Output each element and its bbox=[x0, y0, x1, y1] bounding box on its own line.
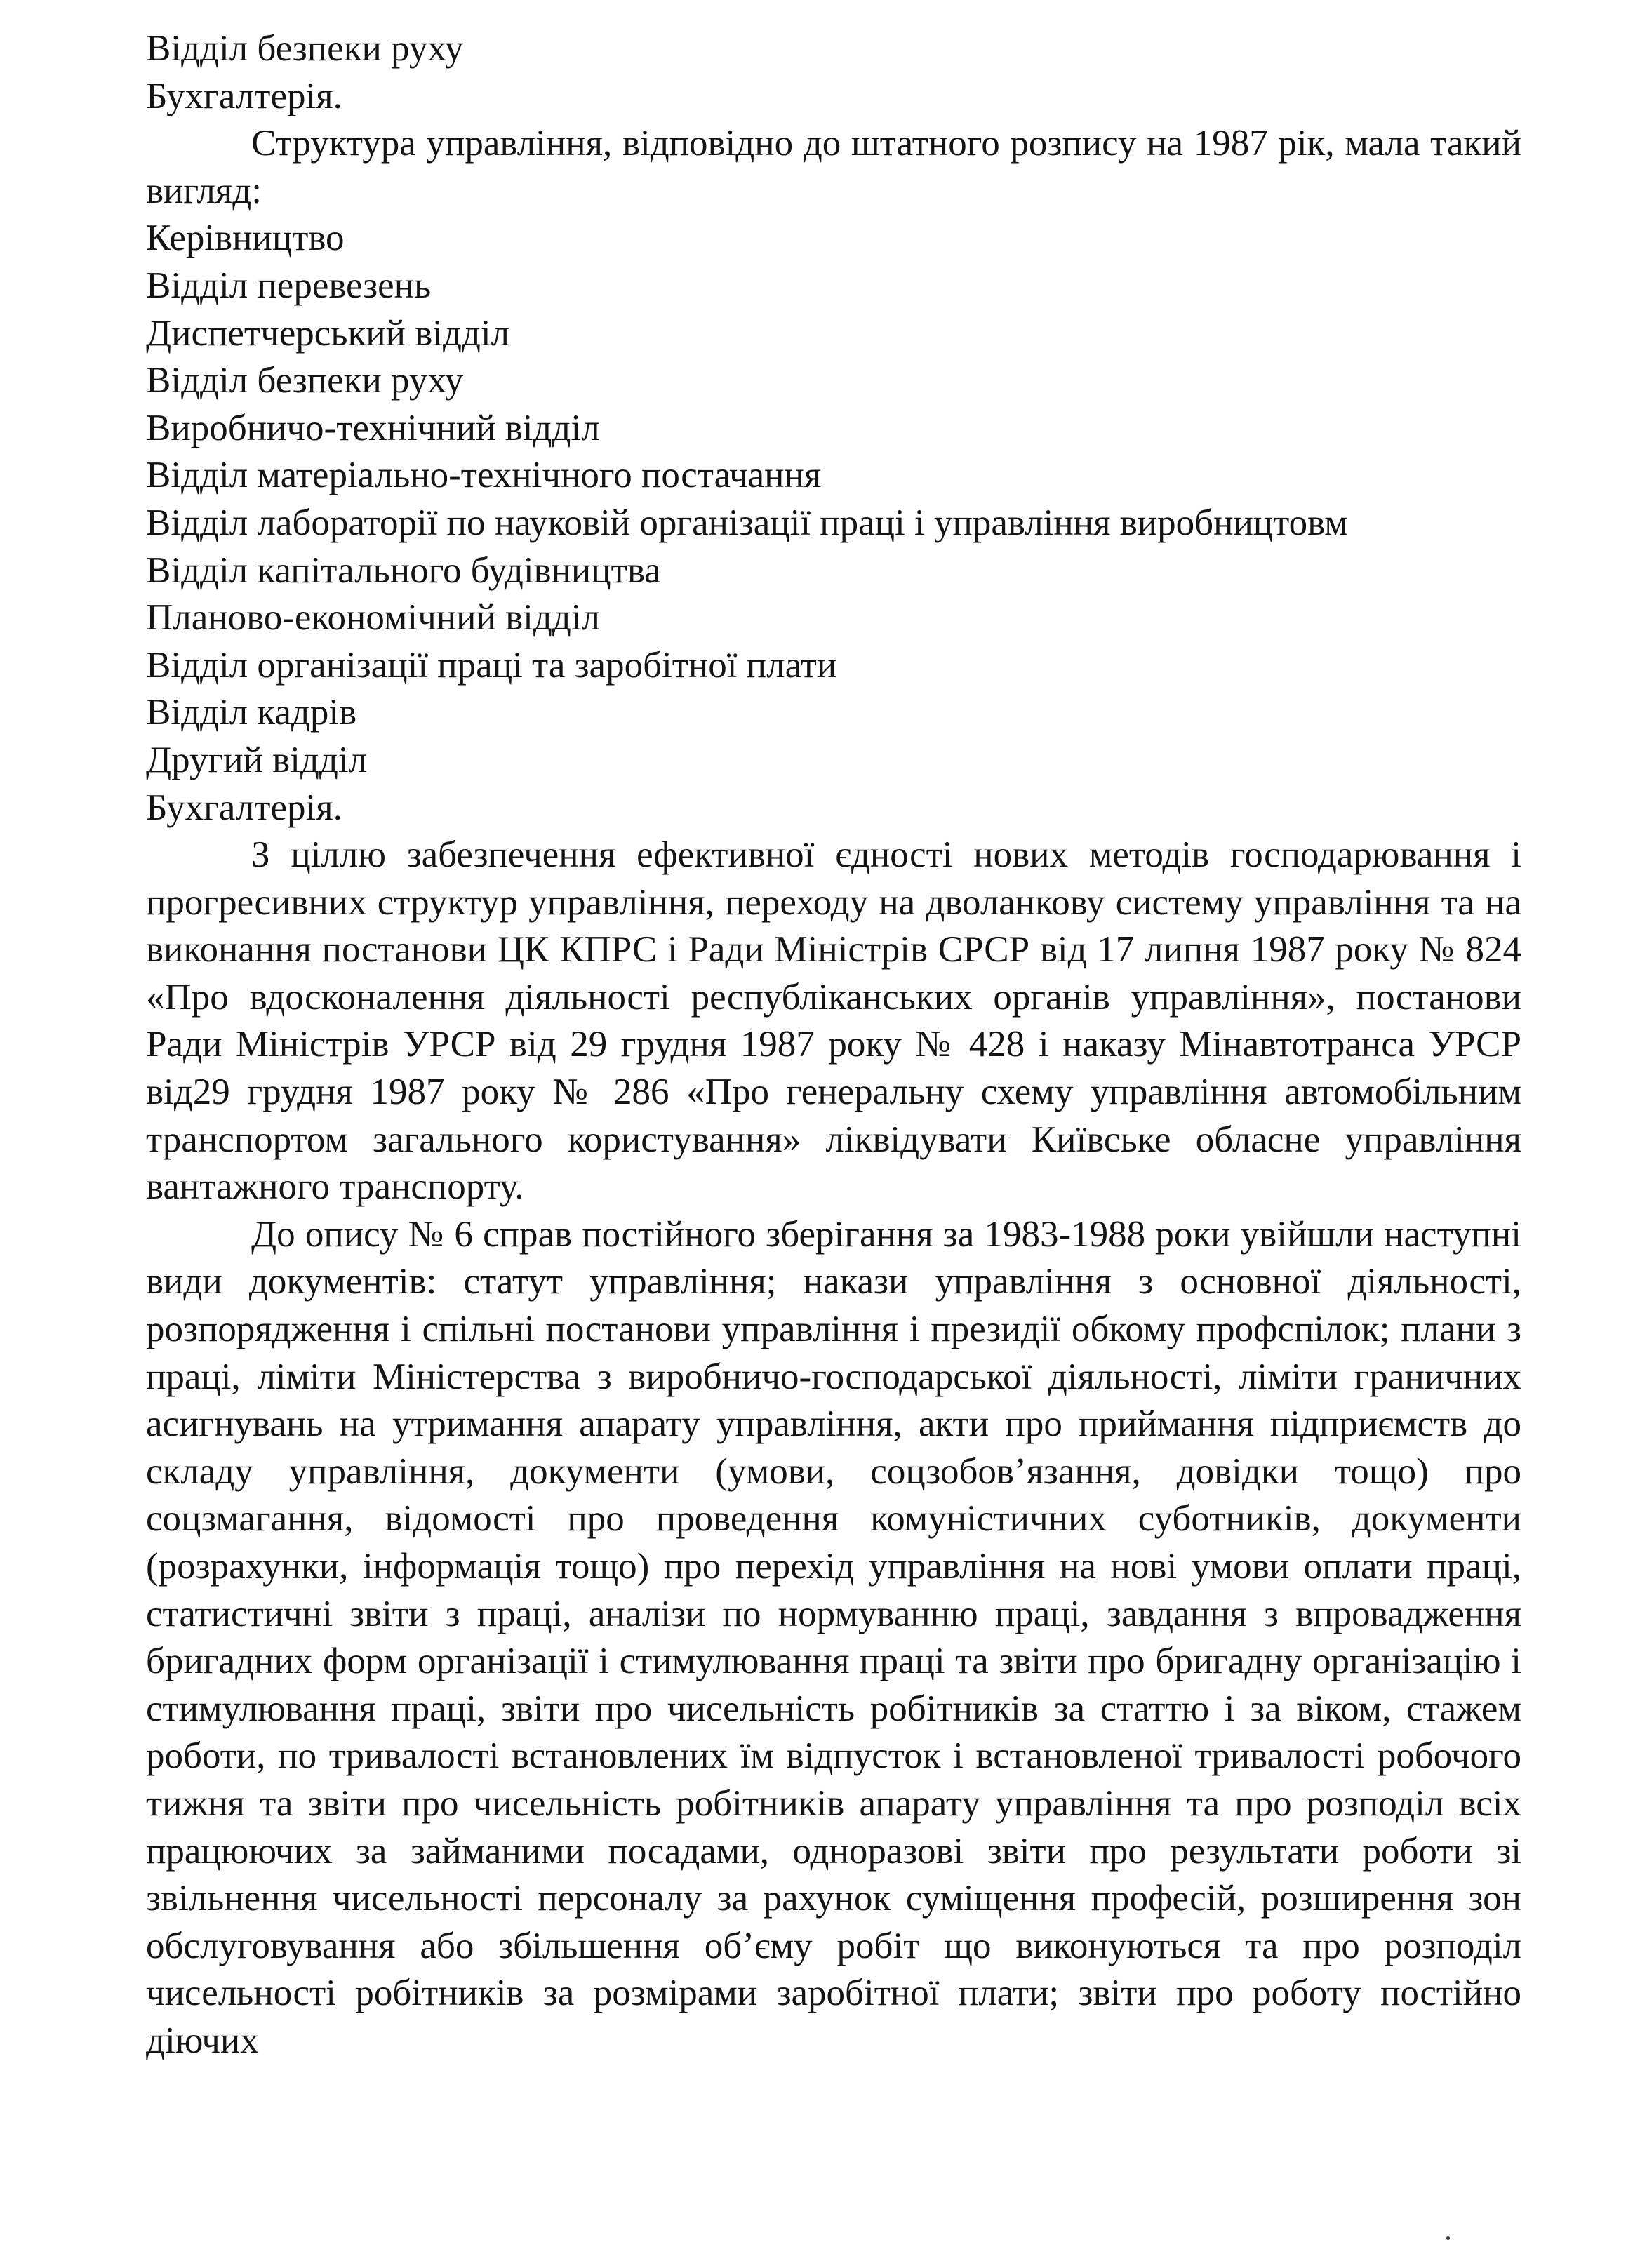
structure-item-second-department: Другий відділ bbox=[146, 739, 368, 780]
paragraph-liquidation: З ціллю забезпечення ефективної єдності нових методів господарювання і прогресивних структур управління, переходу на дволанкову систему управління та на виконання постанови ЦК КПРС і Ради Міністрів СРСР від 17 липня 1987 року № 824 «Про вдосконалення діяльності республіканських органів управління», постанови Ради Міністрів УРСР від 29 грудня 1987 року № 428 і наказу Мінавтотранса УРСР від29 грудня 1987 року № 286 «Про генеральну схему управління автомобільним транспортом загального користування» ліквідувати Київське обласне управління вантажного транспорту. bbox=[146, 834, 1521, 1208]
structure-item-planning-economic: Планово-економічний відділ bbox=[146, 597, 600, 639]
structure-item-leadership: Керівництво bbox=[146, 218, 345, 259]
paragraph-inventory: До опису № 6 справ постійного зберігання за 1983-1988 роки увійшли наступні види документів: статут управління; накази управління з основної діяльності, розпорядження і спільні постанови управління і президії обкому профспілок; плани з праці, ліміти Міністерства з виробничо-господарської діяльності, ліміти граничних асигнувань на утримання апарату управління, акти про приймання підприємств до складу управління, документи (умови, соцзобов’язання, довідки тощо) про соцзмагання, відомості про проведення комуністичних суботників, документи (розрахунки, інформація тощо) про перехід управління на нові умови оплати праці, статистичні звіти з праці, аналізи по нормуванню праці, завдання з впровадження бригадних форм організації і стимулювання праці та звіти про бригадну організацію і стимулювання праці, звіти про чисельність робітників за статтю і за віком, стажем роботи, по тривалості встановлених їм відпусток і встановленої тривалості робочого тижня та звіти про чисельність робітників апарату управління та про розподіл всіх працюючих за займаними посадами, одноразові звіти про результати роботи зі звільнення чисельності персоналу за рахунок суміщення професій, розширення зон обслуговування або збільшення об’єму робіт що виконуються та про розподіл чисельності робітників за розмірами заробітної плати; звіти про роботу постійно діючих bbox=[146, 1213, 1521, 2061]
structure-item-construction: Відділ капітального будівництва bbox=[146, 549, 661, 591]
document-body bbox=[146, 25, 1521, 2065]
structure-item-laboratory: Відділ лабораторії по науковій організації праці і управління виробництовм bbox=[146, 502, 1348, 543]
list-item: Відділ безпеки руху bbox=[146, 28, 464, 69]
structure-item-supply: Відділ матеріально-технічного постачання bbox=[146, 455, 822, 496]
list-item: Бухгалтерія. bbox=[146, 75, 342, 116]
structure-item-personnel: Відділ кадрів bbox=[146, 692, 357, 733]
structure-item-labor-wages: Відділ організації праці та заробітної плати bbox=[146, 644, 837, 686]
scan-speck bbox=[1446, 2236, 1450, 2240]
structure-item-production-technical: Виробничо-технічний відділ bbox=[146, 407, 600, 448]
structure-item-dispatch: Диспетчерський відділ bbox=[146, 312, 510, 354]
structure-item-traffic-safety: Відділ безпеки руху bbox=[146, 360, 464, 401]
structure-item-transport: Відділ перевезень bbox=[146, 265, 432, 306]
structure-item-accounting: Бухгалтерія. bbox=[146, 787, 342, 828]
paragraph-structure-intro: Структура управління, відповідно до штатного розпису на 1987 рік, мала такий вигляд: bbox=[146, 123, 1521, 211]
